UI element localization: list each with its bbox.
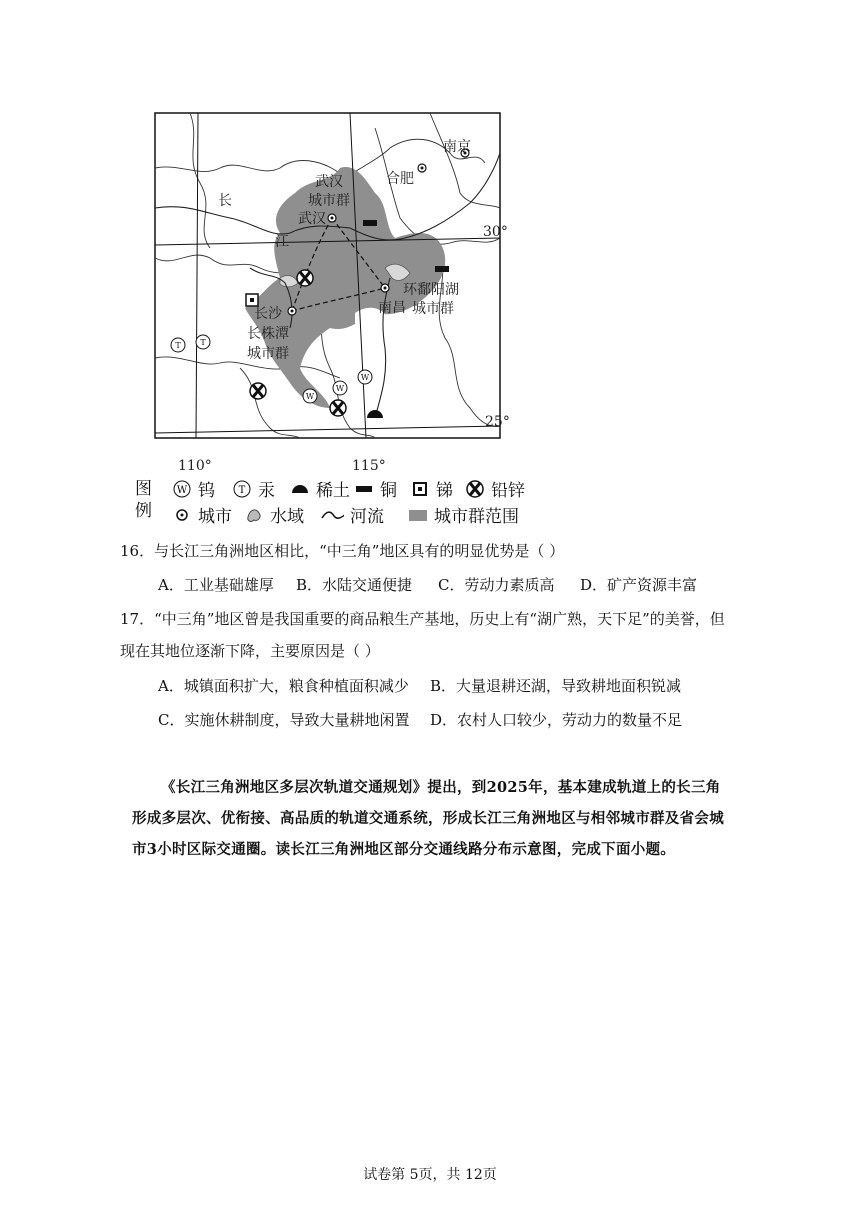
- legend-water: 水域: [244, 502, 304, 527]
- question-16-option-d: D．矿产资源丰富: [580, 576, 698, 594]
- river-icon: [318, 505, 344, 525]
- legend-lead-zinc: 铅锌: [465, 476, 525, 501]
- question-16-stem: 16．与长江三角洲地区相比，“中三角”地区具有的明显优势是（ ）: [120, 542, 565, 560]
- question-16-option-b: B．水陆交通便捷: [296, 576, 413, 594]
- svg-text:W: W: [305, 392, 315, 401]
- question-17-option-b: B．大量退耕还湖，导致耕地面积锐减: [430, 677, 682, 695]
- legend-city: 城市: [172, 502, 232, 527]
- group-label-wuhan-1: 武汉: [315, 174, 343, 190]
- question-17-option-a: A．城镇面积扩大，粮食种植面积减少: [158, 677, 409, 695]
- copper-icon: [354, 479, 374, 499]
- tungsten-icon: [172, 479, 192, 499]
- group-label-changzhutan-1: 长株潭: [247, 326, 289, 342]
- svg-text:W: W: [176, 484, 188, 496]
- group-label-poyang-2: 城市群: [412, 301, 454, 317]
- question-17-stem-line2: 现在其地位逐渐下降，主要原因是（ ）: [120, 642, 380, 660]
- lat-25-label: 25°: [485, 414, 510, 430]
- question-17-stem-line1: 17．“中三角”地区曾是我国重要的商品粮生产基地，历史上有“湖广熟，天下足”的美誉，但: [120, 610, 725, 628]
- mineral-antimony: [246, 294, 258, 306]
- lead-zinc-icon: [465, 479, 485, 499]
- legend-antimony: 锑: [410, 476, 453, 501]
- city-label-hefei: 合肥: [386, 171, 414, 187]
- svg-text:W: W: [360, 373, 370, 382]
- group-label-changzhutan-2: 城市群: [247, 346, 289, 362]
- map-figure: [130, 108, 540, 528]
- legend-copper: 铜: [354, 476, 397, 501]
- city-label-nanjing: 南京: [443, 139, 471, 155]
- question-16-option-c: C．劳动力素质高: [438, 576, 555, 594]
- legend-title: 图 例: [135, 479, 152, 521]
- copper-icon: [435, 266, 449, 272]
- svg-text:W: W: [335, 384, 345, 393]
- rare-earth-icon: [290, 479, 310, 499]
- city-label-wuhan: 武汉: [298, 211, 326, 227]
- city-label-nanchang: 南昌: [378, 300, 406, 316]
- river-label-chang: 长: [218, 193, 232, 209]
- page-footer: 试卷第 5页，共 12页: [363, 1167, 497, 1183]
- svg-text:T: T: [238, 484, 246, 496]
- city-label-changsha: 长沙: [254, 306, 282, 322]
- copper-icon: [363, 220, 377, 226]
- svg-text:T: T: [175, 341, 181, 350]
- river-label-jiang: 江: [275, 234, 289, 250]
- group-label-poyang-1: 环鄱阳湖: [403, 282, 459, 298]
- legend-city-group: 城市群范围: [408, 502, 519, 527]
- question-16-option-a: A．工业基础雄厚: [158, 576, 274, 594]
- lat-30-label: 30°: [483, 224, 508, 240]
- city-group-area-icon: [408, 505, 428, 525]
- group-label-wuhan-2: 城市群: [308, 193, 350, 209]
- mercury-icon: [232, 479, 252, 499]
- legend-river: 河流: [318, 502, 384, 527]
- question-17-option-c: C．实施休耕制度，导致大量耕地闲置: [158, 711, 410, 729]
- question-17-option-d: D．农村人口较少，劳动力的数量不足: [430, 711, 683, 729]
- lon-115-label: 115°: [352, 458, 386, 474]
- legend-rare-earth: 稀土: [290, 476, 350, 501]
- city-icon: [172, 505, 192, 525]
- lon-110-label: 110°: [178, 458, 212, 474]
- reading-passage: 《长江三角洲地区多层次轨道交通规划》提出，到2025年，基本建成轨道上的长三角形成多层次、优衔接、高品质的轨道交通系统，形成长江三角洲地区与相邻城市群及省会城市3小时区际交通圈。读长江三角洲地区部分交通线路分布示意图，完成下面小题。: [132, 779, 724, 858]
- antimony-icon: [410, 479, 430, 499]
- water-icon: [244, 505, 264, 525]
- legend-mercury: T 汞: [232, 476, 275, 501]
- legend-tungsten: W 钨: [172, 476, 215, 501]
- svg-text:T: T: [200, 338, 206, 347]
